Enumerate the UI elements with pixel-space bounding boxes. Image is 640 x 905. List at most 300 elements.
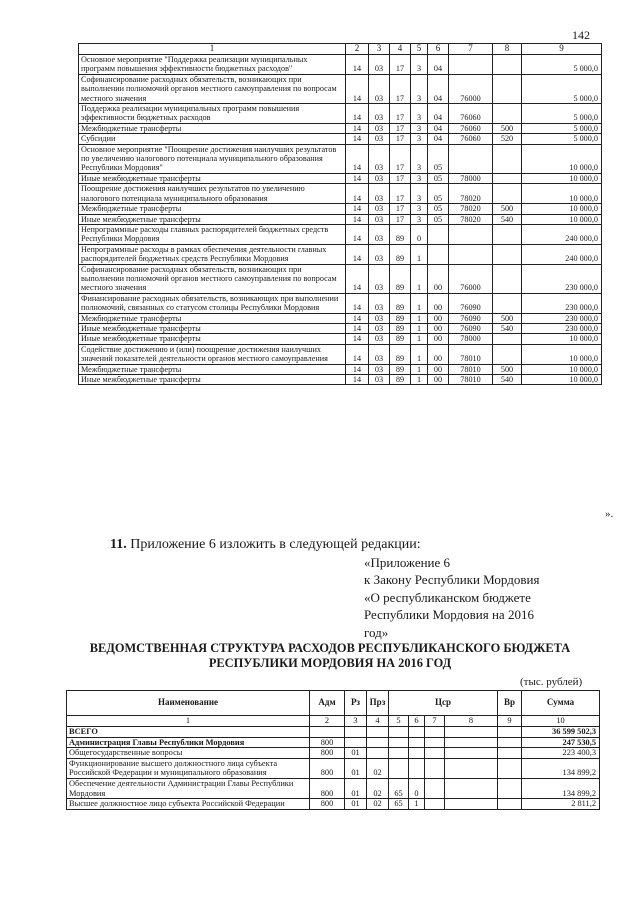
column-index: 4 bbox=[367, 716, 389, 727]
row-code-c5: 3 bbox=[411, 104, 428, 124]
row-name: Общегосударственные вопросы bbox=[67, 748, 310, 759]
table-row bbox=[79, 55, 602, 75]
row-code-vr bbox=[498, 778, 522, 798]
row-code-vr bbox=[498, 727, 522, 738]
row-code-c4: 17 bbox=[390, 74, 411, 103]
units-label: (тыс. рублей) bbox=[520, 676, 583, 688]
row-code-c3: 03 bbox=[369, 375, 390, 385]
column-index: 7 bbox=[425, 716, 445, 727]
row-code-c7 bbox=[425, 727, 445, 738]
table-row bbox=[79, 313, 602, 323]
table-row bbox=[79, 123, 602, 133]
column-index: 3 bbox=[345, 716, 367, 727]
row-code-c8 bbox=[445, 799, 498, 810]
row-code-c2: 14 bbox=[346, 55, 369, 75]
row-sum: 230 000,0 bbox=[522, 264, 602, 293]
row-sum: 5 000,0 bbox=[522, 104, 602, 124]
table-row bbox=[79, 104, 602, 124]
row-code-c3: 03 bbox=[369, 244, 390, 264]
row-code-c3: 03 bbox=[369, 264, 390, 293]
row-code-c4: 17 bbox=[390, 184, 411, 204]
row-code-c7: 76090 bbox=[449, 313, 493, 323]
column-index: 8 bbox=[493, 44, 522, 55]
row-code-adm: 800 bbox=[310, 758, 345, 778]
budget-table-continuation bbox=[78, 43, 602, 385]
column-index: 5 bbox=[389, 716, 409, 727]
row-sum: 230 000,0 bbox=[522, 293, 602, 313]
row-name: Межбюджетные трансферты bbox=[79, 313, 346, 323]
row-code-c6: 00 bbox=[428, 323, 449, 333]
row-name: Непрограммные расходы в рамках обеспечения деятельности главных распорядителей бюджетных средств Республики Мордовия bbox=[79, 244, 346, 264]
row-code-c4: 17 bbox=[390, 173, 411, 183]
row-code-c7 bbox=[449, 55, 493, 75]
row-sum: 5 000,0 bbox=[522, 74, 602, 103]
row-code-c5: 1 bbox=[411, 344, 428, 364]
row-code-c4: 17 bbox=[390, 204, 411, 214]
table-row bbox=[67, 737, 600, 748]
row-code-c3: 03 bbox=[369, 364, 390, 374]
column-index: 10 bbox=[522, 716, 600, 727]
row-code-vr bbox=[498, 758, 522, 778]
appendix-reference bbox=[364, 554, 604, 641]
row-code-rz: 01 bbox=[345, 799, 367, 810]
row-code-c4: 89 bbox=[390, 293, 411, 313]
row-code-c5: 3 bbox=[411, 55, 428, 75]
row-code-c8 bbox=[493, 74, 522, 103]
row-code-c8 bbox=[493, 264, 522, 293]
row-code-c6: 00 bbox=[428, 334, 449, 344]
row-code-adm: 800 bbox=[310, 778, 345, 798]
row-sum: 247 530,5 bbox=[522, 737, 600, 748]
column-index: 2 bbox=[346, 44, 369, 55]
row-code-c6 bbox=[409, 727, 425, 738]
row-code-c7 bbox=[449, 224, 493, 244]
row-code-c7: 78020 bbox=[449, 184, 493, 204]
row-sum: 5 000,0 bbox=[522, 55, 602, 75]
row-code-c4: 89 bbox=[390, 244, 411, 264]
row-code-c4: 89 bbox=[390, 323, 411, 333]
row-name: Софинансирование расходных обязательств, возникающих при выполнении полномочий органов местного самоуправления по вопросам местного значения bbox=[79, 74, 346, 103]
row-code-c8 bbox=[445, 737, 498, 748]
row-code-c8 bbox=[493, 224, 522, 244]
table-row bbox=[79, 293, 602, 313]
table-row bbox=[79, 323, 602, 333]
row-code-c7: 78000 bbox=[449, 334, 493, 344]
row-name: Основное мероприятие "Поощрение достижения наилучших результатов по увеличению налогового потенциала муниципального образования Республики Мордовия" bbox=[79, 144, 346, 173]
row-sum: 240 000,0 bbox=[522, 224, 602, 244]
row-code-c7 bbox=[425, 799, 445, 810]
column-index: 6 bbox=[428, 44, 449, 55]
column-index: 6 bbox=[409, 716, 425, 727]
row-name: Иные межбюджетные трансферты bbox=[79, 214, 346, 224]
row-code-c7: 78020 bbox=[449, 214, 493, 224]
row-code-c4: 89 bbox=[390, 313, 411, 323]
row-code-c4: 89 bbox=[390, 264, 411, 293]
row-code-c7: 76060 bbox=[449, 104, 493, 124]
row-code-c7: 78010 bbox=[449, 364, 493, 374]
row-sum: 10 000,0 bbox=[522, 173, 602, 183]
row-code-c7 bbox=[449, 144, 493, 173]
header-adm: Адм bbox=[310, 691, 345, 716]
row-code-c7: 76060 bbox=[449, 134, 493, 144]
row-sum: 134 899,2 bbox=[522, 778, 600, 798]
row-code-c3: 03 bbox=[369, 173, 390, 183]
row-code-c5: 3 bbox=[411, 204, 428, 214]
row-code-c3: 03 bbox=[369, 224, 390, 244]
row-code-c6: 00 bbox=[428, 375, 449, 385]
row-code-c5: 3 bbox=[411, 134, 428, 144]
row-code-c5: 1 bbox=[411, 313, 428, 323]
header-prz: Прз bbox=[367, 691, 389, 716]
row-sum: 10 000,0 bbox=[522, 204, 602, 214]
row-code-c2: 14 bbox=[346, 74, 369, 103]
row-code-adm: 800 bbox=[310, 748, 345, 759]
row-code-c7: 78020 bbox=[449, 204, 493, 214]
row-code-c2: 14 bbox=[346, 344, 369, 364]
row-code-c7: 76090 bbox=[449, 323, 493, 333]
row-code-c5: 1 bbox=[411, 264, 428, 293]
header-rz: Рз bbox=[345, 691, 367, 716]
title-line: ВЕДОМСТВЕННАЯ СТРУКТУРА РАСХОДОВ РЕСПУБЛИКАНСКОГО БЮДЖЕТА bbox=[89, 641, 571, 655]
row-code-c3: 03 bbox=[369, 293, 390, 313]
row-code-c6: 00 bbox=[428, 293, 449, 313]
row-code-c5 bbox=[389, 727, 409, 738]
table-row bbox=[67, 727, 600, 738]
row-code-c8: 540 bbox=[493, 214, 522, 224]
row-name: Межбюджетные трансферты bbox=[79, 204, 346, 214]
row-code-rz bbox=[345, 727, 367, 738]
row-code-c2: 14 bbox=[346, 144, 369, 173]
row-code-c6: 04 bbox=[428, 74, 449, 103]
row-name: Финансирование расходных обязательств, возникающих при выполнении полномочий, связанных со статусом столицы Республики Мордовия bbox=[79, 293, 346, 313]
row-code-c2: 14 bbox=[346, 123, 369, 133]
row-code-c7: 76090 bbox=[449, 293, 493, 313]
row-code-c6: 00 bbox=[428, 364, 449, 374]
row-code-c6: 05 bbox=[428, 173, 449, 183]
row-code-c6: 00 bbox=[428, 313, 449, 323]
column-index: 2 bbox=[310, 716, 345, 727]
row-code-c7 bbox=[425, 748, 445, 759]
row-code-c7: 76000 bbox=[449, 264, 493, 293]
row-code-c3: 03 bbox=[369, 334, 390, 344]
row-code-c8 bbox=[493, 244, 522, 264]
row-sum: 5 000,0 bbox=[522, 123, 602, 133]
row-sum: 230 000,0 bbox=[522, 313, 602, 323]
row-sum: 10 000,0 bbox=[522, 375, 602, 385]
appendix-line: «О республиканском бюджете bbox=[364, 589, 531, 605]
table-row bbox=[79, 244, 602, 264]
row-name: ВСЕГО bbox=[67, 727, 310, 738]
row-code-c7: 78010 bbox=[449, 344, 493, 364]
row-code-c5: 3 bbox=[411, 184, 428, 204]
row-code-c4: 89 bbox=[390, 344, 411, 364]
row-code-c2: 14 bbox=[346, 334, 369, 344]
row-sum: 10 000,0 bbox=[522, 184, 602, 204]
row-code-c3: 03 bbox=[369, 144, 390, 173]
table-row bbox=[79, 364, 602, 374]
row-code-c5 bbox=[389, 758, 409, 778]
row-code-c2: 14 bbox=[346, 323, 369, 333]
column-index: 8 bbox=[445, 716, 498, 727]
row-code-c4: 89 bbox=[390, 334, 411, 344]
row-code-c5: 65 bbox=[389, 778, 409, 798]
row-code-c5: 0 bbox=[411, 224, 428, 244]
row-code-c5: 3 bbox=[411, 173, 428, 183]
row-code-prz: 02 bbox=[367, 799, 389, 810]
header-vr: Вр bbox=[498, 691, 522, 716]
row-code-prz bbox=[367, 737, 389, 748]
row-code-c4: 17 bbox=[390, 134, 411, 144]
row-code-c2: 14 bbox=[346, 375, 369, 385]
row-code-c4: 17 bbox=[390, 144, 411, 173]
row-name: Иные межбюджетные трансферты bbox=[79, 173, 346, 183]
table-row bbox=[79, 173, 602, 183]
row-code-c3: 03 bbox=[369, 323, 390, 333]
table-row bbox=[79, 184, 602, 204]
row-code-rz: 01 bbox=[345, 778, 367, 798]
column-index: 5 bbox=[411, 44, 428, 55]
row-code-c2: 14 bbox=[346, 224, 369, 244]
instruction-text: Приложение 6 изложить в следующей редакции: bbox=[126, 537, 421, 552]
appendix-line: к Закону Республики Мордовия bbox=[364, 572, 540, 588]
row-code-prz: 02 bbox=[367, 778, 389, 798]
row-code-c6: 05 bbox=[428, 144, 449, 173]
row-code-c2: 14 bbox=[346, 313, 369, 323]
row-code-prz: 02 bbox=[367, 758, 389, 778]
row-code-c2: 14 bbox=[346, 364, 369, 374]
column-index: 9 bbox=[498, 716, 522, 727]
row-code-c4: 89 bbox=[390, 364, 411, 374]
row-code-rz: 01 bbox=[345, 748, 367, 759]
row-code-c8 bbox=[493, 184, 522, 204]
row-code-c2: 14 bbox=[346, 204, 369, 214]
row-code-c5: 1 bbox=[411, 323, 428, 333]
row-code-c7: 78010 bbox=[449, 375, 493, 385]
row-code-c7: 76000 bbox=[449, 74, 493, 103]
row-code-c5 bbox=[389, 737, 409, 748]
row-code-c2: 14 bbox=[346, 293, 369, 313]
row-sum: 134 899,2 bbox=[522, 758, 600, 778]
row-code-c6: 05 bbox=[428, 184, 449, 204]
row-code-c3: 03 bbox=[369, 344, 390, 364]
row-code-c5 bbox=[389, 748, 409, 759]
row-code-c4: 17 bbox=[390, 104, 411, 124]
row-code-c5: 1 bbox=[411, 244, 428, 264]
row-code-c8: 500 bbox=[493, 364, 522, 374]
column-index: 1 bbox=[79, 44, 346, 55]
row-code-c6 bbox=[409, 748, 425, 759]
row-sum: 10 000,0 bbox=[522, 144, 602, 173]
row-code-c8: 500 bbox=[493, 123, 522, 133]
row-name: Иные межбюджетные трансферты bbox=[79, 323, 346, 333]
row-code-c8 bbox=[445, 758, 498, 778]
table-row bbox=[79, 334, 602, 344]
appendix-line: Республики Мордовия на 2016 bbox=[364, 607, 534, 623]
row-name: Содействие достижению и (или) поощрение достижения наилучших значений показателей деятельности органов местного самоуправления bbox=[79, 344, 346, 364]
row-code-c2: 14 bbox=[346, 214, 369, 224]
column-index: 1 bbox=[67, 716, 310, 727]
row-sum: 230 000,0 bbox=[522, 323, 602, 333]
row-name: Администрация Главы Республики Мордовия bbox=[67, 737, 310, 748]
row-code-c4: 17 bbox=[390, 55, 411, 75]
row-code-c6: 04 bbox=[428, 104, 449, 124]
row-code-c8: 500 bbox=[493, 313, 522, 323]
table-header-row bbox=[79, 44, 602, 55]
row-code-c6 bbox=[428, 224, 449, 244]
row-code-c6: 0 bbox=[409, 778, 425, 798]
row-name: Непрограммные расходы главных распорядителей бюджетных средств Республики Мордовия bbox=[79, 224, 346, 244]
row-code-c8 bbox=[493, 293, 522, 313]
row-name: Межбюджетные трансферты bbox=[79, 123, 346, 133]
row-code-c6: 1 bbox=[409, 799, 425, 810]
row-code-c3: 03 bbox=[369, 313, 390, 323]
row-sum: 223 400,3 bbox=[522, 748, 600, 759]
table-row bbox=[79, 344, 602, 364]
row-code-vr bbox=[498, 748, 522, 759]
table-row bbox=[79, 375, 602, 385]
row-name: Софинансирование расходных обязательств, возникающих при выполнении полномочий органов местного самоуправления по вопросам местного значения bbox=[79, 264, 346, 293]
table-row bbox=[67, 799, 600, 810]
row-code-c8 bbox=[445, 748, 498, 759]
row-name: Основное мероприятие "Поддержка реализации муниципальных программ повышения эффективности бюджетных расходов" bbox=[79, 55, 346, 75]
table-row bbox=[67, 748, 600, 759]
page-number: 142 bbox=[572, 28, 590, 42]
row-code-c3: 03 bbox=[369, 204, 390, 214]
document-title bbox=[60, 641, 600, 671]
row-sum: 5 000,0 bbox=[522, 134, 602, 144]
title-line: РЕСПУБЛИКИ МОРДОВИЯ НА 2016 ГОД bbox=[208, 656, 452, 670]
closing-quote: ». bbox=[605, 508, 614, 520]
row-code-c8 bbox=[445, 727, 498, 738]
row-code-c8: 540 bbox=[493, 323, 522, 333]
row-code-c3: 03 bbox=[369, 134, 390, 144]
row-code-c2: 14 bbox=[346, 264, 369, 293]
row-name: Функционирование высшего должностного лица субъекта Российской Федерации и муниципального образования bbox=[67, 758, 310, 778]
row-sum: 10 000,0 bbox=[522, 344, 602, 364]
row-code-c8 bbox=[493, 173, 522, 183]
row-code-c7 bbox=[425, 758, 445, 778]
column-index: 3 bbox=[369, 44, 390, 55]
row-code-c5: 3 bbox=[411, 74, 428, 103]
row-code-c7 bbox=[425, 778, 445, 798]
row-code-c5: 1 bbox=[411, 334, 428, 344]
row-code-c8 bbox=[493, 144, 522, 173]
row-code-c6: 05 bbox=[428, 204, 449, 214]
row-code-c6: 04 bbox=[428, 134, 449, 144]
table-row bbox=[79, 74, 602, 103]
table-row bbox=[67, 778, 600, 798]
appendix-line: год» bbox=[364, 624, 389, 640]
row-code-c8: 520 bbox=[493, 134, 522, 144]
row-code-c5: 3 bbox=[411, 214, 428, 224]
row-code-c6: 00 bbox=[428, 344, 449, 364]
table-row bbox=[79, 224, 602, 244]
row-code-c2: 14 bbox=[346, 134, 369, 144]
row-code-c8 bbox=[493, 344, 522, 364]
row-code-adm bbox=[310, 727, 345, 738]
row-sum: 36 599 502,3 bbox=[522, 727, 600, 738]
row-sum: 10 000,0 bbox=[522, 214, 602, 224]
row-name: Высшее должностное лицо субъекта Российской Федерации bbox=[67, 799, 310, 810]
row-sum: 10 000,0 bbox=[522, 364, 602, 374]
row-code-vr bbox=[498, 799, 522, 810]
row-code-c6: 00 bbox=[428, 264, 449, 293]
header-name: Наименование bbox=[67, 691, 310, 716]
row-code-c4: 89 bbox=[390, 375, 411, 385]
table-row bbox=[79, 144, 602, 173]
row-code-rz bbox=[345, 737, 367, 748]
column-index: 7 bbox=[449, 44, 493, 55]
row-code-c2: 14 bbox=[346, 184, 369, 204]
row-name: Обеспечение деятельности Администрации Главы Республики Мордовия bbox=[67, 778, 310, 798]
row-code-c5: 1 bbox=[411, 293, 428, 313]
row-code-c3: 03 bbox=[369, 123, 390, 133]
table-row bbox=[67, 758, 600, 778]
row-code-c6: 04 bbox=[428, 55, 449, 75]
row-code-adm: 800 bbox=[310, 799, 345, 810]
row-code-c3: 03 bbox=[369, 184, 390, 204]
row-sum: 2 811,2 bbox=[522, 799, 600, 810]
table-row bbox=[79, 134, 602, 144]
row-code-c6 bbox=[409, 758, 425, 778]
row-code-c7 bbox=[449, 244, 493, 264]
row-code-c7 bbox=[425, 737, 445, 748]
appendix-line: «Приложение 6 bbox=[364, 555, 451, 570]
table-row bbox=[79, 204, 602, 214]
row-code-c6 bbox=[428, 244, 449, 264]
row-name: Поддержка реализации муниципальных программ повышения эффективности бюджетных расходов bbox=[79, 104, 346, 124]
row-code-prz bbox=[367, 748, 389, 759]
row-code-adm: 800 bbox=[310, 737, 345, 748]
table-header-row bbox=[67, 691, 600, 716]
row-code-c8: 540 bbox=[493, 375, 522, 385]
row-code-vr bbox=[498, 737, 522, 748]
row-code-c5: 1 bbox=[411, 364, 428, 374]
departmental-structure-table bbox=[66, 690, 600, 810]
row-code-c8 bbox=[493, 55, 522, 75]
instruction-number: 11. bbox=[110, 537, 127, 552]
row-code-c8 bbox=[445, 778, 498, 798]
column-index-row bbox=[67, 716, 600, 727]
header-sum: Сумма bbox=[522, 691, 600, 716]
row-code-rz: 01 bbox=[345, 758, 367, 778]
row-code-c6: 05 bbox=[428, 214, 449, 224]
row-code-c7: 78000 bbox=[449, 173, 493, 183]
table-row bbox=[79, 214, 602, 224]
row-code-c4: 17 bbox=[390, 123, 411, 133]
row-name: Иные межбюджетные трансферты bbox=[79, 334, 346, 344]
row-sum: 240 000,0 bbox=[522, 244, 602, 264]
row-code-c3: 03 bbox=[369, 214, 390, 224]
row-name: Иные межбюджетные трансферты bbox=[79, 375, 346, 385]
row-code-c3: 03 bbox=[369, 104, 390, 124]
row-code-c3: 03 bbox=[369, 74, 390, 103]
row-code-c4: 89 bbox=[390, 224, 411, 244]
row-code-c7: 76060 bbox=[449, 123, 493, 133]
row-name: Субсидии bbox=[79, 134, 346, 144]
row-code-c8 bbox=[493, 104, 522, 124]
column-index: 4 bbox=[390, 44, 411, 55]
row-name: Поощрение достижения наилучших результатов по увеличению налогового потенциала муниципального образования bbox=[79, 184, 346, 204]
row-code-c2: 14 bbox=[346, 244, 369, 264]
header-tsr: Цср bbox=[389, 691, 498, 716]
row-code-c6: 04 bbox=[428, 123, 449, 133]
row-code-c2: 14 bbox=[346, 173, 369, 183]
row-code-c5: 65 bbox=[389, 799, 409, 810]
row-code-c8: 500 bbox=[493, 204, 522, 214]
row-code-prz bbox=[367, 727, 389, 738]
column-index: 9 bbox=[522, 44, 602, 55]
